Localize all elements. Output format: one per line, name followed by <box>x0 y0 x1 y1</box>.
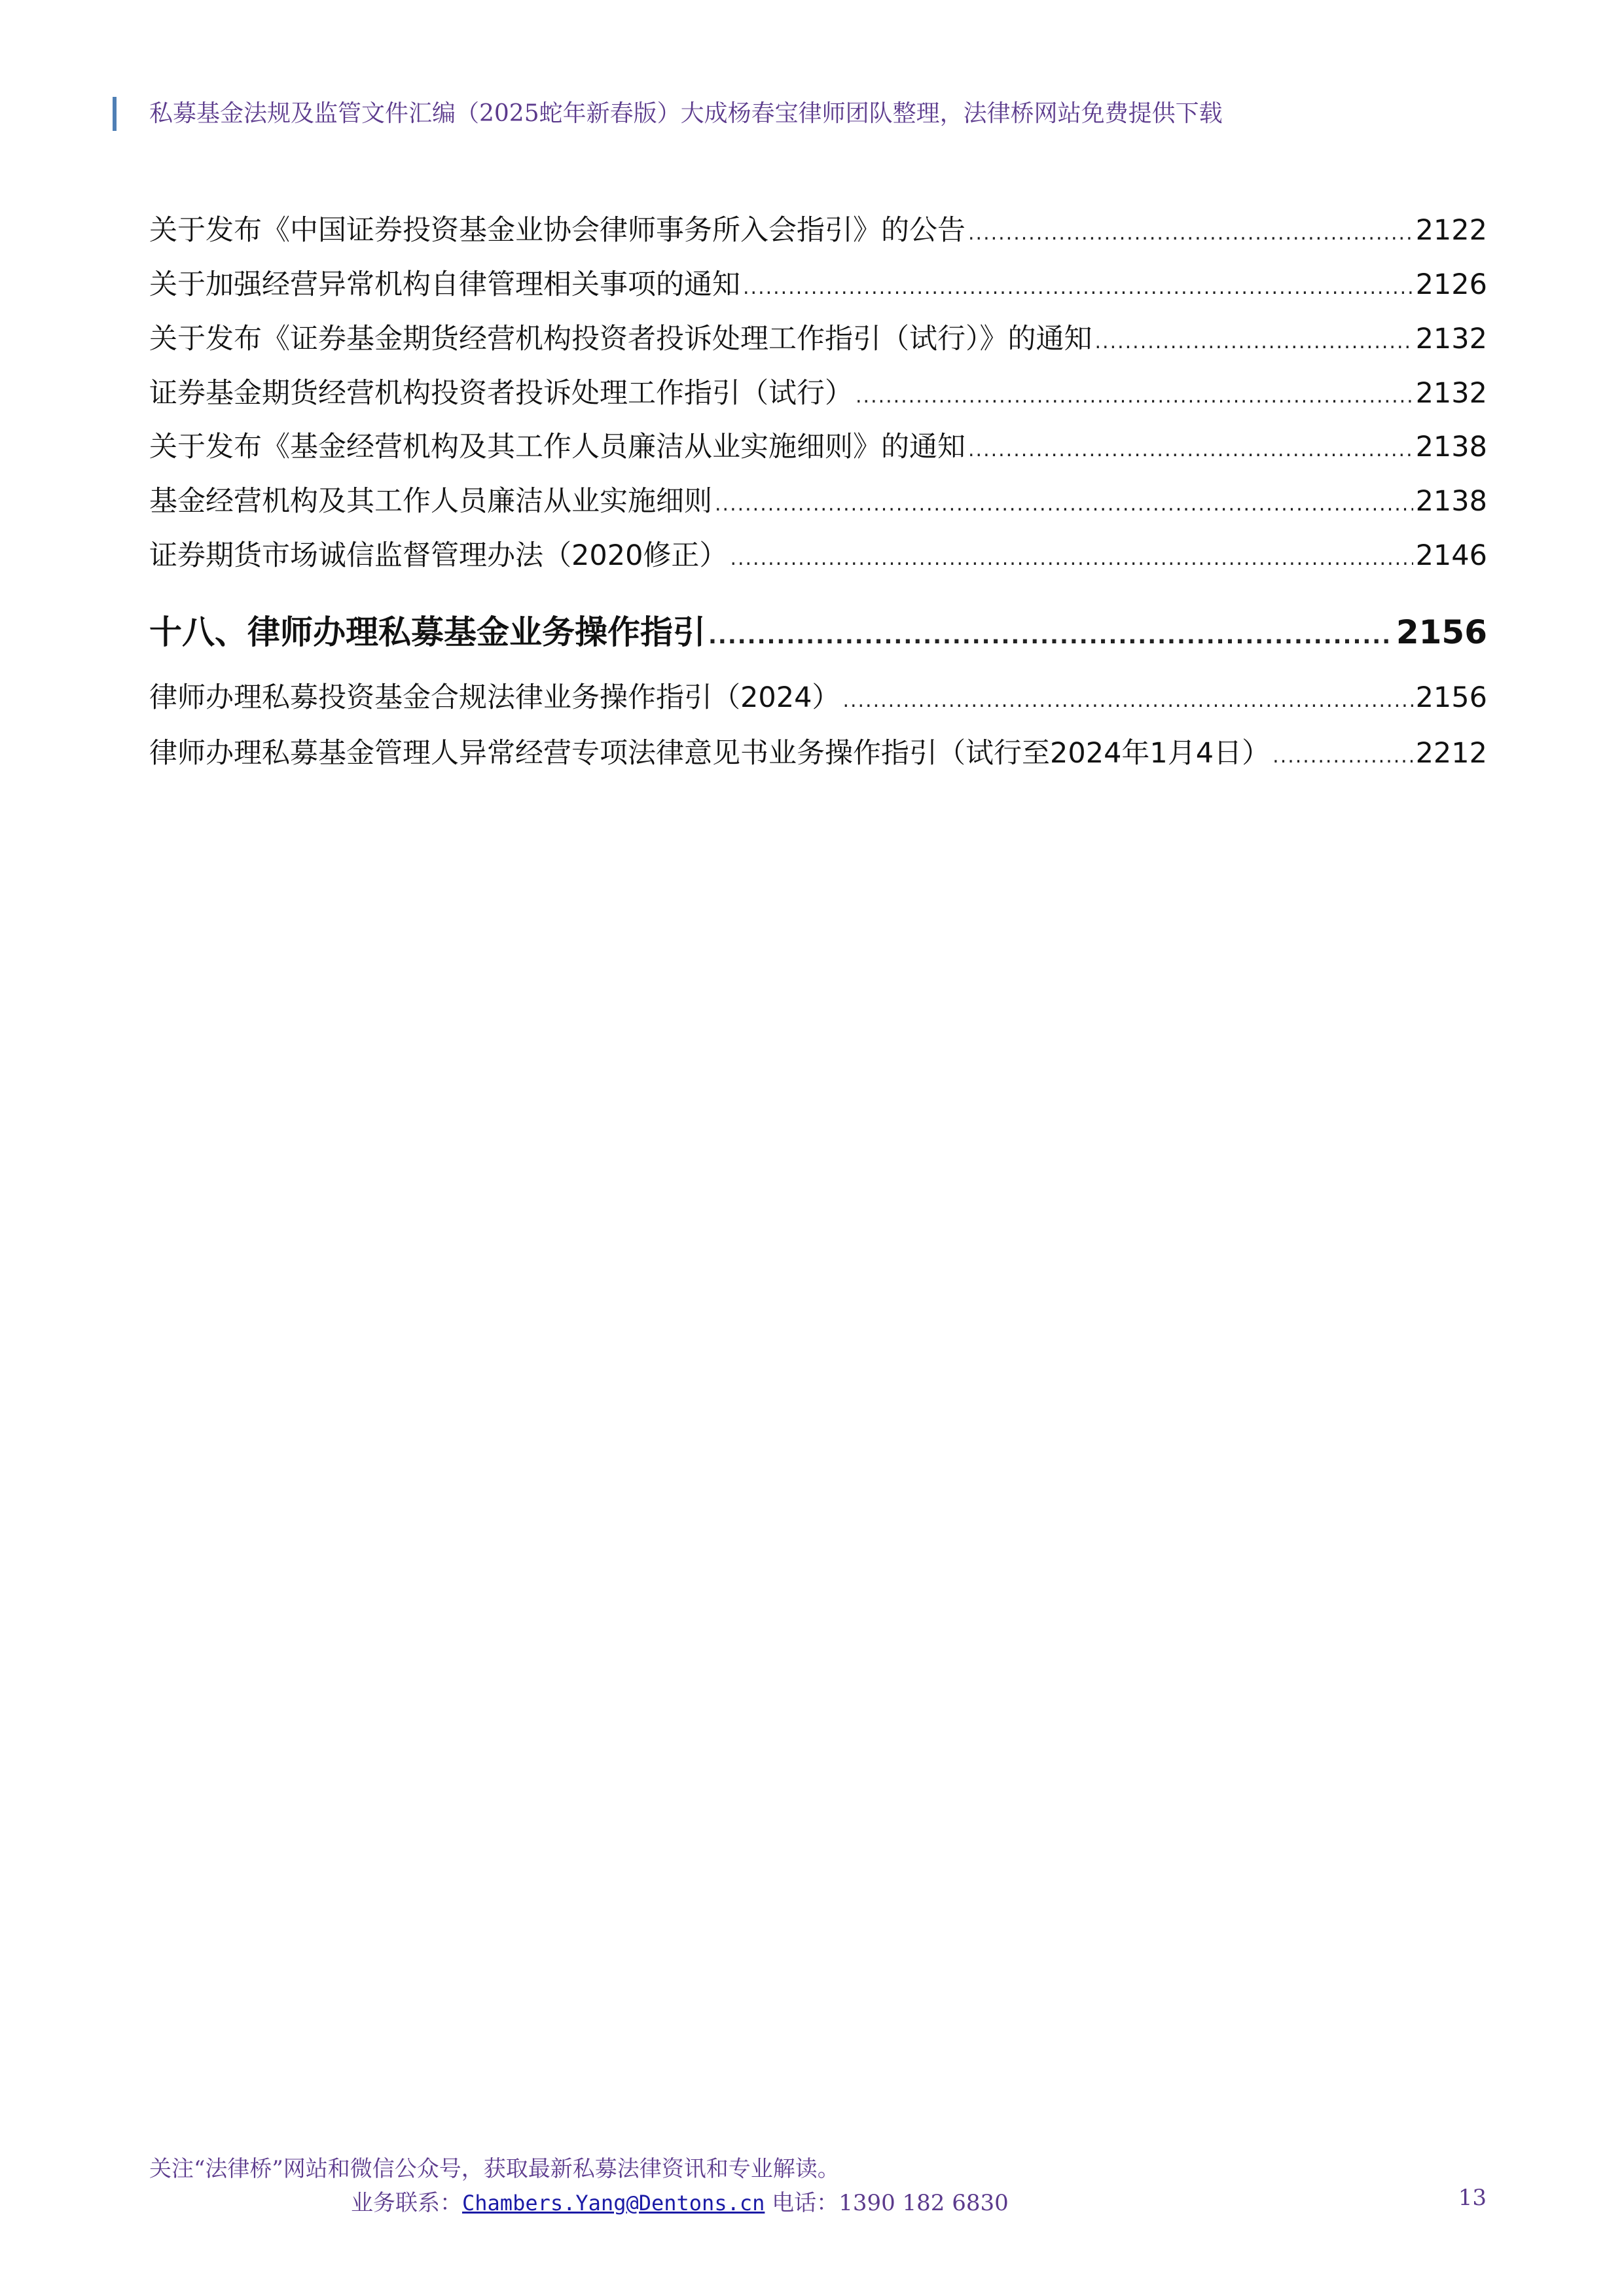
toc-entry-page: 2126 <box>1415 268 1487 301</box>
toc-section-heading[interactable] <box>149 606 1487 653</box>
toc-leader-dots <box>1095 331 1413 353</box>
toc-leader-dots <box>715 493 1413 516</box>
toc-entry[interactable] <box>149 425 1487 465</box>
toc-entry-title: 基金经营机构及其工作人员廉洁从业实施细则 <box>149 485 712 518</box>
toc-entry-title: 十八、律师办理私募基金业务操作指引 <box>149 613 706 651</box>
toc-entry-page: 2132 <box>1415 323 1487 355</box>
toc-leader-dots <box>968 439 1413 461</box>
footer-follow-note: 关注“法律桥”网站和微信公众号，获取最新私募法律资讯和专业解读。 <box>149 2156 840 2182</box>
toc-leader-dots <box>743 276 1413 299</box>
phone-label: 电话： <box>772 2190 839 2216</box>
toc-entry-page: 2138 <box>1415 431 1487 463</box>
page-number: 13 <box>1458 2185 1487 2211</box>
toc-entry-title: 证券基金期货经营机构投资者投诉处理工作指引（试行） <box>149 377 853 410</box>
email-link[interactable]: Chambers.Yang@Dentons.cn <box>462 2191 765 2215</box>
toc-entry[interactable] <box>149 731 1487 771</box>
toc-entry-title: 关于发布《中国证券投资基金业协会律师事务所入会指引》的公告 <box>149 214 965 247</box>
toc-entry-page: 2156 <box>1415 681 1487 714</box>
toc-entry-page: 2212 <box>1415 737 1487 770</box>
toc-entry-page: 2132 <box>1415 377 1487 410</box>
toc-entry[interactable] <box>149 317 1487 357</box>
toc-entry-title: 证券期货市场诚信监督管理办法（2020修正） <box>149 539 728 572</box>
toc-entry-title: 律师办理私募投资基金合规法律业务操作指引（2024） <box>149 681 840 714</box>
toc-entry[interactable] <box>149 675 1487 715</box>
toc-entry-title: 关于发布《基金经营机构及其工作人员廉洁从业实施细则》的通知 <box>149 431 965 463</box>
toc-entry[interactable] <box>149 208 1487 248</box>
toc-entry[interactable] <box>149 371 1487 411</box>
toc-entry-page: 2146 <box>1415 539 1487 572</box>
toc-entry[interactable] <box>149 533 1487 573</box>
toc-entry[interactable] <box>149 479 1487 519</box>
toc-entry-page: 2138 <box>1415 485 1487 518</box>
toc-entry-title: 关于发布《证券基金期货经营机构投资者投诉处理工作指引（试行）》的通知 <box>149 323 1092 355</box>
phone-number: 1390 182 6830 <box>839 2190 1009 2216</box>
toc-leader-dots <box>1272 745 1413 768</box>
toc-leader-dots <box>730 547 1413 570</box>
running-header: 私募基金法规及监管文件汇编（2025蛇年新春版）大成杨春宝律师团队整理，法律桥网站免费提供下载 <box>149 100 1223 127</box>
toc-leader-dots <box>968 222 1413 245</box>
footer-contact <box>351 2185 1009 2217</box>
contact-label: 业务联系： <box>351 2190 462 2216</box>
toc-entry-page: 2156 <box>1396 613 1487 651</box>
toc-entry[interactable] <box>149 262 1487 302</box>
toc-leader-dots <box>856 385 1413 408</box>
toc-entry-page: 2122 <box>1415 214 1487 247</box>
toc-leader-dots <box>842 689 1413 712</box>
toc-entry-title: 律师办理私募基金管理人异常经营专项法律意见书业务操作指引（试行至2024年1月4日） <box>149 737 1271 770</box>
toc-leader-dots <box>708 623 1394 649</box>
toc-entry-title: 关于加强经营异常机构自律管理相关事项的通知 <box>149 268 740 301</box>
header-accent-bar <box>113 97 117 131</box>
